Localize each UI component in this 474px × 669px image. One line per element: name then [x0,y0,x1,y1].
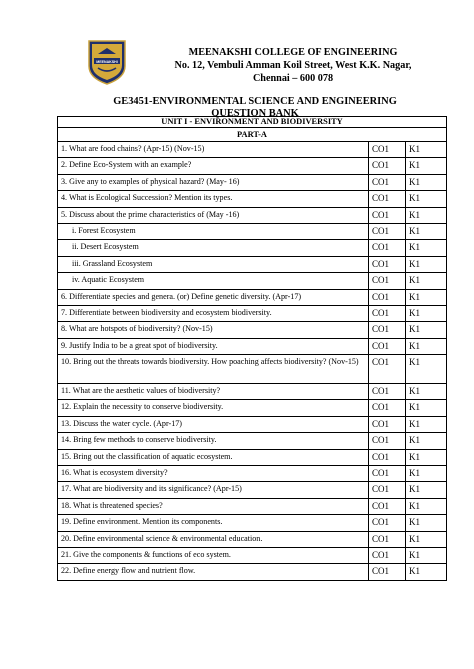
knowledge-level: K1 [406,142,447,158]
course-outcome: CO1 [369,223,406,239]
table-row [58,515,447,531]
table-row [58,256,447,272]
knowledge-level: K1 [406,564,447,580]
question-text: 16. What is ecosystem diversity? [58,466,369,482]
question-text: 13. Discuss the water cycle. (Apr-17) [58,416,369,432]
course-outcome: CO1 [369,416,406,432]
question-text: ii. Desert Ecosystem [58,240,369,256]
course-outcome: CO1 [369,191,406,207]
question-text: 18. What is threatened species? [58,498,369,514]
question-text: 10. Bring out the threats towards biodiversity. How poaching affects biodiversity? (Nov-15) [58,355,369,384]
table-row [58,305,447,321]
knowledge-level: K1 [406,400,447,416]
question-text: 12. Explain the necessity to conserve biodiversity. [58,400,369,416]
question-text: 7. Differentiate between biodiversity and ecosystem biodiversity. [58,305,369,321]
course-outcome: CO1 [369,564,406,580]
table-row [58,482,447,498]
table-row [58,289,447,305]
knowledge-level: K1 [406,191,447,207]
question-text: i. Forest Ecosystem [58,223,369,239]
knowledge-level: K1 [406,433,447,449]
course-outcome: CO1 [369,531,406,547]
table-row [58,400,447,416]
knowledge-level: K1 [406,355,447,384]
question-bank-label: QUESTION BANK [211,108,299,119]
table-row [58,466,447,482]
knowledge-level: K1 [406,305,447,321]
svg-text:MEENAKSHI: MEENAKSHI [96,59,118,64]
table-row [58,531,447,547]
knowledge-level: K1 [406,158,447,174]
table-row [58,142,447,158]
course-outcome: CO1 [369,466,406,482]
table-row [58,547,447,563]
course-outcome: CO1 [369,305,406,321]
course-outcome: CO1 [369,207,406,223]
table-row [58,449,447,465]
course-outcome: CO1 [369,547,406,563]
knowledge-level: K1 [406,449,447,465]
question-text: 1. What are food chains? (Apr-15) (Nov-15) [58,142,369,158]
address-line-2: Chennai – 600 078 [252,73,334,84]
college-name: MEENAKSHI COLLEGE OF ENGINEERING [188,47,398,58]
table-row [58,338,447,354]
question-text: 22. Define energy flow and nutrient flow. [58,564,369,580]
unit-row [58,117,447,128]
knowledge-level: K1 [406,384,447,400]
course-outcome: CO1 [369,400,406,416]
question-text: 19. Define environment. Mention its components. [58,515,369,531]
part-row [58,128,447,142]
course-title: GE3451-ENVIRONMENTAL SCIENCE AND ENGINEERING [113,96,397,107]
course-outcome: CO1 [369,433,406,449]
question-text: 14. Bring few methods to conserve biodiversity. [58,433,369,449]
course-outcome: CO1 [369,384,406,400]
college-header [148,46,438,85]
knowledge-level: K1 [406,482,447,498]
course-outcome: CO1 [369,338,406,354]
knowledge-level: K1 [406,273,447,289]
table-row [58,384,447,400]
knowledge-level: K1 [406,466,447,482]
question-table [57,116,447,581]
college-logo-icon [86,38,128,86]
table-row [58,223,447,239]
course-outcome: CO1 [369,240,406,256]
question-text: 11. What are the aesthetic values of biodiversity? [58,384,369,400]
question-text: 9. Justify India to be a great spot of biodiversity. [58,338,369,354]
knowledge-level: K1 [406,240,447,256]
course-outcome: CO1 [369,355,406,384]
knowledge-level: K1 [406,256,447,272]
course-outcome: CO1 [369,174,406,190]
knowledge-level: K1 [406,289,447,305]
knowledge-level: K1 [406,547,447,563]
question-text: iii. Grassland Ecosystem [58,256,369,272]
course-outcome: CO1 [369,273,406,289]
course-outcome: CO1 [369,158,406,174]
course-outcome: CO1 [369,498,406,514]
table-row [58,240,447,256]
part-heading: PART-A [58,128,447,142]
course-outcome: CO1 [369,322,406,338]
question-text: 4. What is Ecological Succession? Mention its types. [58,191,369,207]
knowledge-level: K1 [406,498,447,514]
question-text: 15. Bring out the classification of aquatic ecosystem. [58,449,369,465]
knowledge-level: K1 [406,338,447,354]
course-outcome: CO1 [369,515,406,531]
question-text: 6. Differentiate species and genera. (or) Define genetic diversity. (Apr-17) [58,289,369,305]
course-outcome: CO1 [369,449,406,465]
table-row [58,322,447,338]
course-outcome: CO1 [369,256,406,272]
knowledge-level: K1 [406,207,447,223]
course-outcome: CO1 [369,289,406,305]
question-text: 2. Define Eco-System with an example? [58,158,369,174]
table-row [58,355,447,384]
question-text: 21. Give the components & functions of eco system. [58,547,369,563]
table-row [58,564,447,580]
table-row [58,273,447,289]
question-text: 8. What are hotspots of biodiversity? (Nov-15) [58,322,369,338]
table-row [58,158,447,174]
table-row [58,498,447,514]
knowledge-level: K1 [406,322,447,338]
knowledge-level: K1 [406,531,447,547]
table-row [58,416,447,432]
question-text: 5. Discuss about the prime characteristics of (May -16) [58,207,369,223]
table-row [58,207,447,223]
unit-heading: UNIT I - ENVIRONMENT AND BIODIVERSITY [58,117,447,128]
table-row [58,191,447,207]
question-text: iv. Aquatic Ecosystem [58,273,369,289]
table-row [58,433,447,449]
course-outcome: CO1 [369,142,406,158]
address-line-1: No. 12, Vembuli Amman Koil Street, West K.K. Nagar, [174,60,412,71]
question-text: 3. Give any to examples of physical hazard? (May- 16) [58,174,369,190]
question-text: 17. What are biodiversity and its significance? (Apr-15) [58,482,369,498]
knowledge-level: K1 [406,174,447,190]
knowledge-level: K1 [406,515,447,531]
course-outcome: CO1 [369,482,406,498]
question-text: 20. Define environmental science & environmental education. [58,531,369,547]
table-row [58,174,447,190]
knowledge-level: K1 [406,223,447,239]
knowledge-level: K1 [406,416,447,432]
